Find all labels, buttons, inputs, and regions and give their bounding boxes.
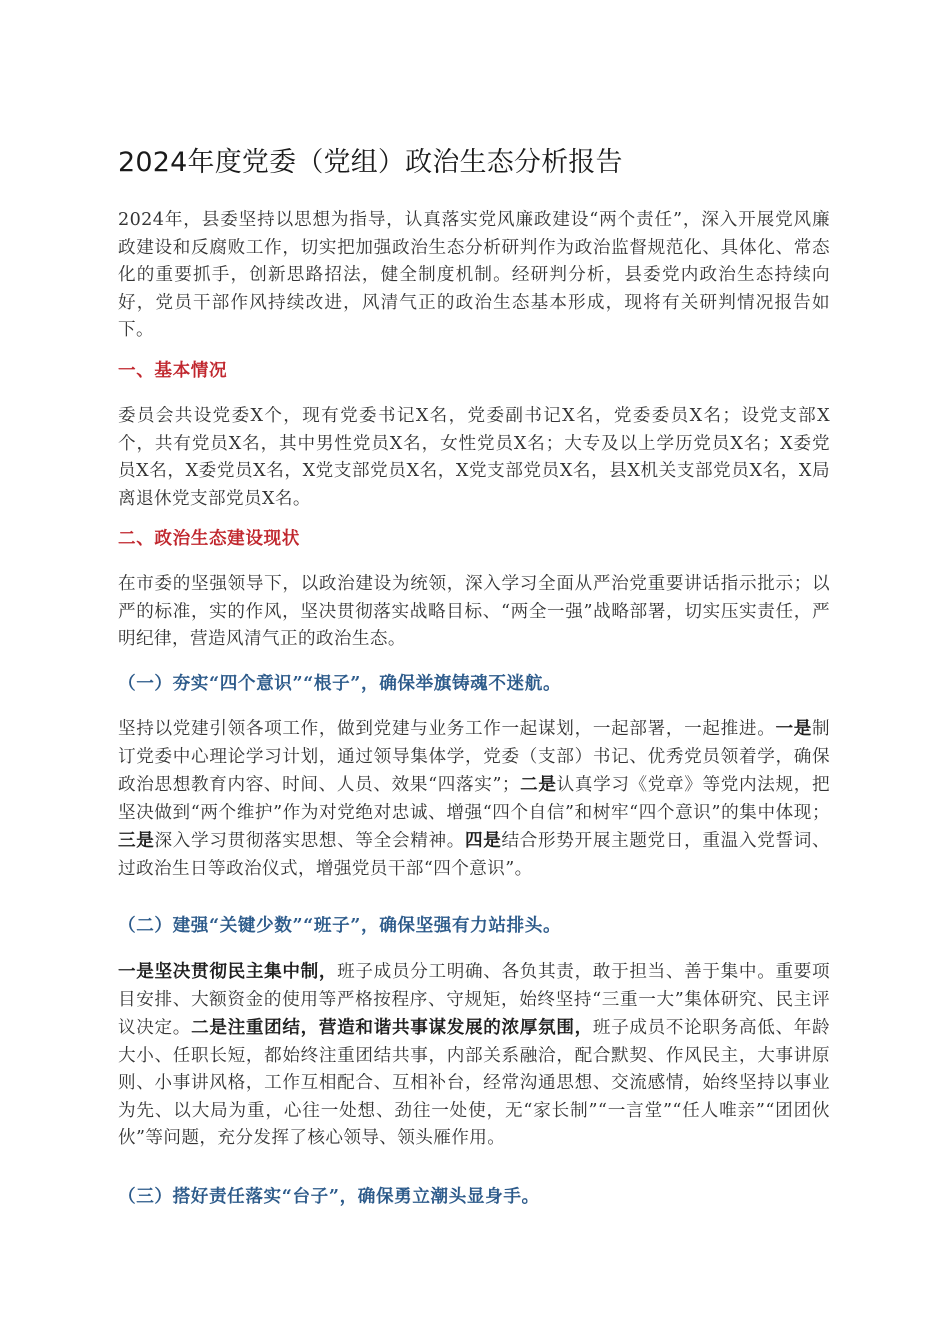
keyword-second: 二是注重团结，营造和谐共事谋发展的浓厚氛围， bbox=[191, 1017, 593, 1038]
text-run: 制订党委中心理论学习计划，通过领导集体学，党委（支部）书记、优秀党员领着学，确保政治思想教育内容、时间、人员、效果“四落实”； bbox=[118, 719, 830, 795]
subsection-heading-2: （二）建强“关键少数”“班子”，确保坚强有力站排头。 bbox=[118, 915, 562, 936]
keyword-first: 一是 bbox=[775, 718, 812, 739]
text-run: 班子成员不论职务高低、年龄大小、任职长短，都始终注重团结共事，内部关系融洽，配合默契、作风民主，大事讲原则、小事讲风格，工作互相配合、互相补台，经常沟通思想、交流感情，始终坚持以事业为先、以大局为重，心往一处想、劲往一处使，无“家长制”“一言堂”“任人唯亲”“团团伙伙”等问题，充分发挥了核心领导、领头雁作用。 bbox=[118, 1018, 830, 1148]
intro-paragraph: 2024年，县委坚持以思想为指导，认真落实党风廉政建设“两个责任”，深入开展党风廉政建设和反腐败工作，切实把加强政治生态分析研判作为政治监督规范化、具体化、常态化的重要抓手，创新思路招法，健全制度机制。经研判分析，县委党内政治生态持续向好，党员干部作风持续改进，风清气正的政治生态基本形成，现将有关研判情况报告如下。 bbox=[118, 210, 830, 340]
text-run: 坚持以党建引领各项工作，做到党建与业务工作一起谋划，一起部署，一起推进。 bbox=[118, 719, 776, 739]
basic-info-paragraph: 委员会共设党委X个，现有党委书记X名，党委副书记X名，党委委员X名；设党支部X个，共有党员X名，其中男性党员X名，女性党员X名；大专及以上学历党员X名；X委党员X名，X委党员X名，X党支部党员X名，X党支部党员X名，县X机关支部党员X名，X局离退休党支部党员X名。 bbox=[118, 406, 830, 509]
text-run: 结合形势开展主题党日，重温入党誓词、过政治生日等政治仪式，增强党员干部“四个意识”。 bbox=[118, 831, 830, 879]
keyword-first: 一是坚决贯彻民主集中制， bbox=[118, 961, 338, 982]
keyword-third: 三是 bbox=[118, 830, 155, 851]
section-heading-current-status: 二、政治生态建设现状 bbox=[118, 528, 300, 549]
current-status-paragraph: 在市委的坚强领导下，以政治建设为统领，深入学习全面从严治党重要讲话指示批示；以严的标准，实的作风，坚决贯彻落实战略目标、“两全一强”战略部署，切实压实责任，严明纪律，营造风清气正的政治生态。 bbox=[118, 574, 830, 649]
subsection-heading-1: （一）夯实“四个意识”“根子”，确保举旗铸魂不迷航。 bbox=[118, 673, 562, 694]
text-run: 深入学习贯彻落实思想、等全会精神。 bbox=[154, 831, 465, 851]
text-run: 认真学习《党章》等党内法规，把坚决做到“两个维护”作为对党绝对忠诚、增强“四个自信”和树牢“四个意识”的集中体现； bbox=[118, 775, 830, 823]
document-title: 2024年度党委（党组）政治生态分析报告 bbox=[118, 147, 623, 178]
section-heading-basic-info: 一、基本情况 bbox=[118, 360, 228, 381]
subsection-heading-3: （三）搭好责任落实“台子”，确保勇立潮头显身手。 bbox=[118, 1186, 540, 1207]
subsection-1-paragraph bbox=[118, 715, 830, 883]
subsection-2-paragraph bbox=[118, 958, 830, 1153]
keyword-second: 二是 bbox=[519, 774, 557, 795]
text-run: 班子成员分工明确、各负其责，敢于担当、善于集中。重要项目安排、大额资金的使用等严格按程序、守规矩，始终坚持“三重一大”集体研究、民主评议决定。 bbox=[118, 962, 830, 1038]
keyword-fourth: 四是 bbox=[465, 830, 502, 851]
